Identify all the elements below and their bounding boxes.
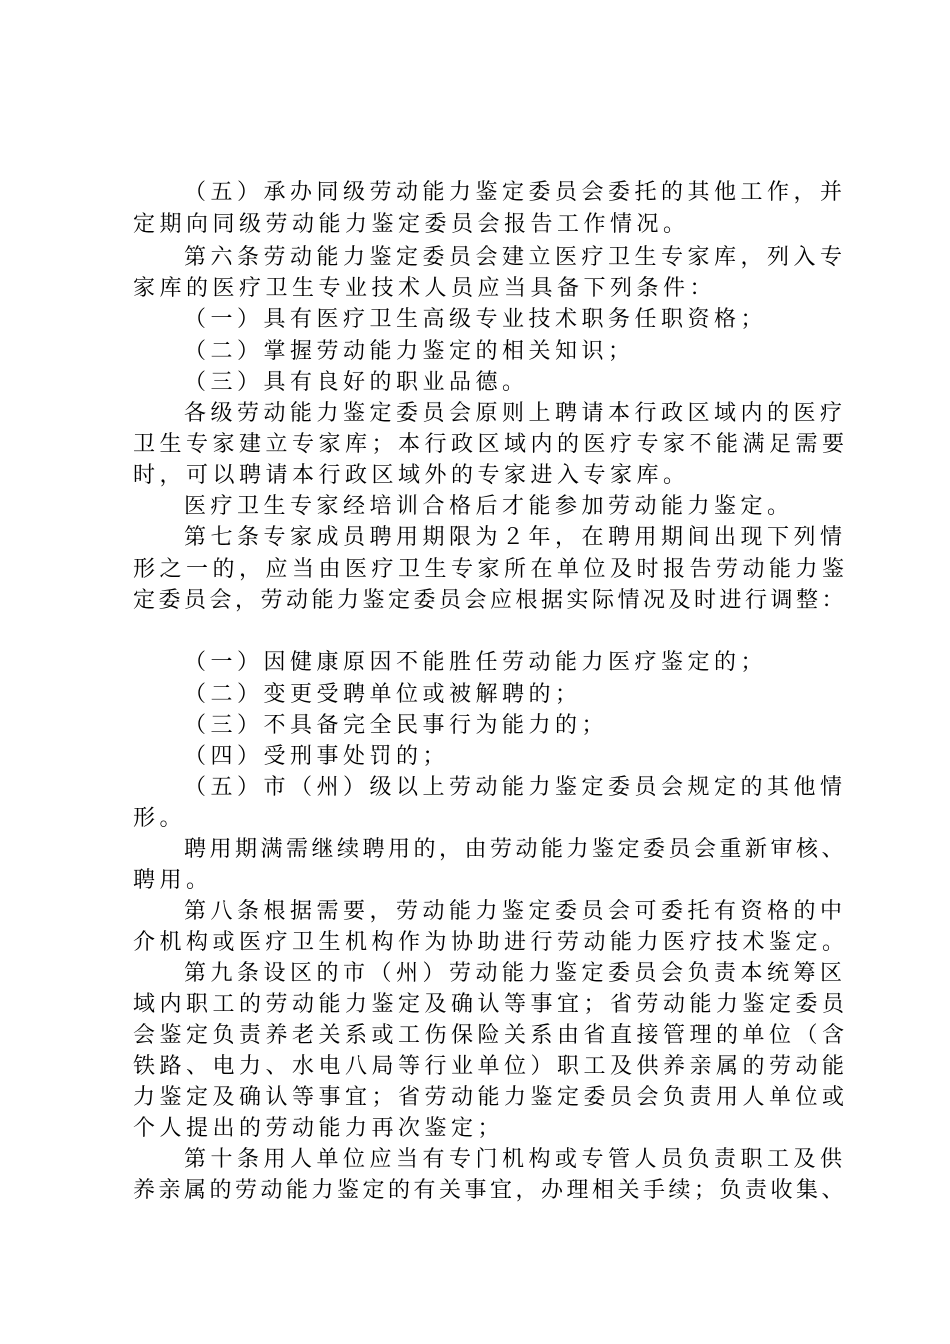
text-line: 力鉴定及确认等事宜；省劳动能力鉴定委员会负责用人单位或 — [133, 1085, 849, 1110]
text-line: 第六条劳动能力鉴定委员会建立医疗卫生专家库，列入专 — [184, 245, 847, 270]
text-line: 形。 — [133, 806, 187, 831]
text-line: 域内职工的劳动能力鉴定及确认等事宜；省劳动能力鉴定委员 — [133, 992, 849, 1017]
text-line: （三）具有良好的职业品德。 — [184, 370, 529, 395]
text-line: （五）市（州）级以上劳动能力鉴定委员会规定的其他情 — [184, 775, 847, 800]
text-line: 个人提出的劳动能力再次鉴定； — [133, 1116, 505, 1141]
text-line: 卫生专家建立专家库；本行政区域内的医疗专家不能满足需要 — [133, 432, 849, 457]
text-line: 铁路、电力、水电八局等行业单位）职工及供养亲属的劳动能 — [133, 1054, 849, 1079]
text-line: 会鉴定负责养老关系或工伤保险关系由省直接管理的单位（含 — [133, 1023, 849, 1048]
text-line: 时，可以聘请本行政区域外的专家进入专家库。 — [133, 463, 690, 488]
text-line: （二）掌握劳动能力鉴定的相关知识； — [184, 339, 635, 364]
text-line: 定期向同级劳动能力鉴定委员会报告工作情况。 — [133, 212, 690, 237]
text-line: （一）具有医疗卫生高级专业技术职务任职资格； — [184, 307, 768, 332]
text-line: 聘用。 — [133, 868, 213, 893]
text-line: （二）变更受聘单位或被解聘的； — [184, 682, 582, 707]
text-line: 第七条专家成员聘用期限为２年，在聘用期间出现下列情 — [184, 525, 847, 550]
text-line: （五）承办同级劳动能力鉴定委员会委托的其他工作，并 — [184, 180, 847, 205]
text-line: 介机构或医疗卫生机构作为协助进行劳动能力医疗技术鉴定。 — [133, 930, 849, 955]
text-line: 定委员会，劳动能力鉴定委员会应根据实际情况及时进行调整： — [133, 588, 848, 613]
text-line: 第九条设区的市（州）劳动能力鉴定委员会负责本统筹区 — [184, 961, 847, 986]
text-line: 医疗卫生专家经培训合格后才能参加劳动能力鉴定。 — [184, 494, 794, 519]
text-line: 家库的医疗卫生专业技术人员应当具备下列条件： — [133, 276, 717, 301]
text-line: （一）因健康原因不能胜任劳动能力医疗鉴定的； — [184, 650, 768, 675]
text-line: （四）受刑事处罚的； — [184, 744, 450, 769]
text-line: 第十条用人单位应当有专门机构或专管人员负责职工及供 — [184, 1147, 847, 1172]
text-line: 养亲属的劳动能力鉴定的有关事宜，办理相关手续；负责收集、 — [133, 1178, 848, 1203]
text-line: 形之一的，应当由医疗卫生专家所在单位及时报告劳动能力鉴 — [133, 557, 849, 582]
text-line: 聘用期满需继续聘用的，由劳动能力鉴定委员会重新审核、 — [184, 837, 848, 862]
text-line: 各级劳动能力鉴定委员会原则上聘请本行政区域内的医疗 — [184, 401, 847, 426]
text-line: （三）不具备完全民事行为能力的； — [184, 713, 609, 738]
text-line: 第八条根据需要，劳动能力鉴定委员会可委托有资格的中 — [184, 899, 847, 924]
